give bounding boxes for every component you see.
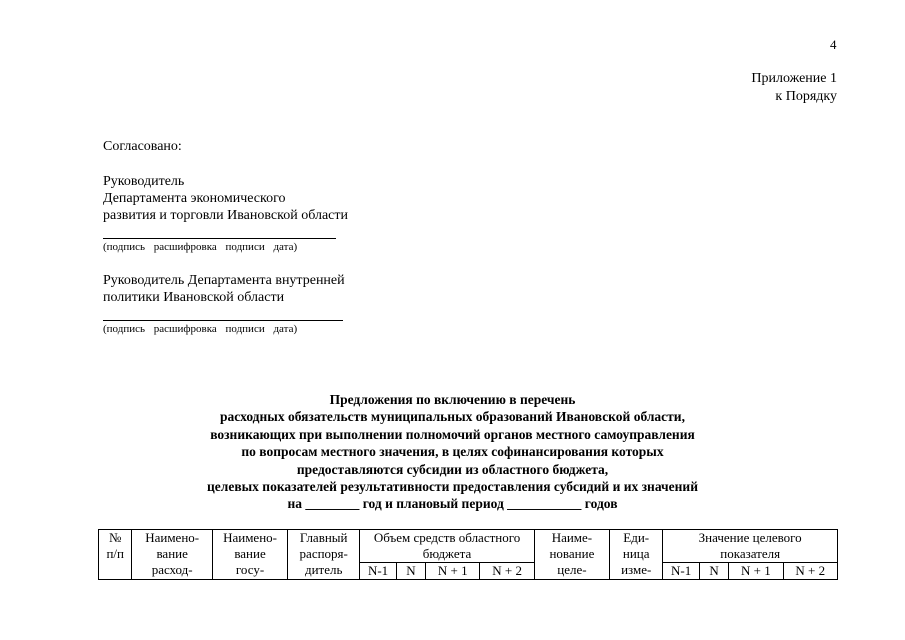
approver-line: Департамента экономического [103, 191, 286, 206]
approval-heading: Согласовано: [103, 139, 182, 154]
header-text: бюджета [422, 546, 472, 561]
title-line: предоставляются субсидии из областного бюджета, [296, 461, 609, 477]
value-subheader: N-1 [663, 563, 700, 580]
header-cell-budget-volume [360, 530, 535, 563]
header-text: Наимено- [223, 530, 277, 545]
page-number: 4 [830, 37, 837, 52]
header-text: целе- [557, 562, 587, 577]
signature-caption: (подпись расшифровка подписи дата) [103, 323, 298, 335]
signature-line [103, 238, 336, 239]
appendix-line: к Порядку [775, 89, 837, 104]
approver-line: Руководитель Департамента внутренней [103, 273, 345, 288]
approver-line: политики Ивановской области [103, 290, 285, 305]
title-line: возникающих при выполнении полномочий органов местного самоуправления [210, 426, 695, 442]
title-line: на ________ год и плановый период ___________ годов [287, 496, 618, 512]
header-text: ница [622, 546, 650, 561]
header-text: нование [549, 546, 595, 561]
value-subheader: N [699, 563, 728, 580]
signature-line [103, 320, 343, 321]
appendix-line: Приложение 1 [751, 71, 837, 86]
volume-subheader: N-1 [360, 563, 397, 580]
header-text: Главный [299, 530, 348, 545]
title-line: целевых показателей результативности предоставления субсидий и их значений [207, 479, 698, 495]
volume-subheader: N [396, 563, 425, 580]
header-cell-indicator-name [534, 530, 609, 580]
header-cell-program-name [212, 530, 287, 580]
title-line: по вопросам местного значения, в целях софинансирования которых [241, 444, 664, 460]
approver-block-1 [103, 173, 348, 224]
value-subheader: N + 1 [729, 563, 783, 580]
header-text: изме- [621, 562, 652, 577]
approver-line: развития и торговли Ивановской области [103, 208, 348, 223]
title-line: Предложения по включению в перечень [329, 392, 576, 407]
header-text: Наимено- [145, 530, 200, 545]
document-title [0, 391, 905, 513]
header-text: Объем средств областного [373, 530, 521, 545]
volume-subheader: N + 2 [480, 563, 534, 580]
title-line: расходных обязательств муниципальных образований Ивановской области, [220, 409, 685, 425]
header-text: Наиме- [551, 530, 593, 545]
appendix-header [751, 70, 837, 106]
header-text: расход- [151, 562, 193, 577]
header-cell-main-manager [288, 530, 360, 580]
header-text: № [109, 530, 122, 545]
header-text: дитель [304, 562, 343, 577]
approver-block-2 [103, 272, 345, 306]
header-cell-expense-name [132, 530, 212, 580]
approver-line: Руководитель [103, 174, 185, 189]
header-text: госу- [235, 562, 265, 577]
header-text: вание [156, 546, 188, 561]
header-text: вание [234, 546, 266, 561]
header-cell-unit [610, 530, 663, 580]
header-text: Значение целевого [698, 530, 802, 545]
proposals-table [98, 529, 838, 580]
header-text: Еди- [623, 530, 650, 545]
header-cell-number [99, 530, 132, 580]
signature-caption: (подпись расшифровка подписи дата) [103, 241, 298, 253]
value-subheader: N + 2 [783, 563, 837, 580]
header-text: показателя [720, 546, 781, 561]
volume-subheader: N + 1 [426, 563, 480, 580]
header-text: распоря- [299, 546, 348, 561]
header-text: п/п [106, 546, 124, 561]
header-cell-indicator-value [663, 530, 838, 563]
